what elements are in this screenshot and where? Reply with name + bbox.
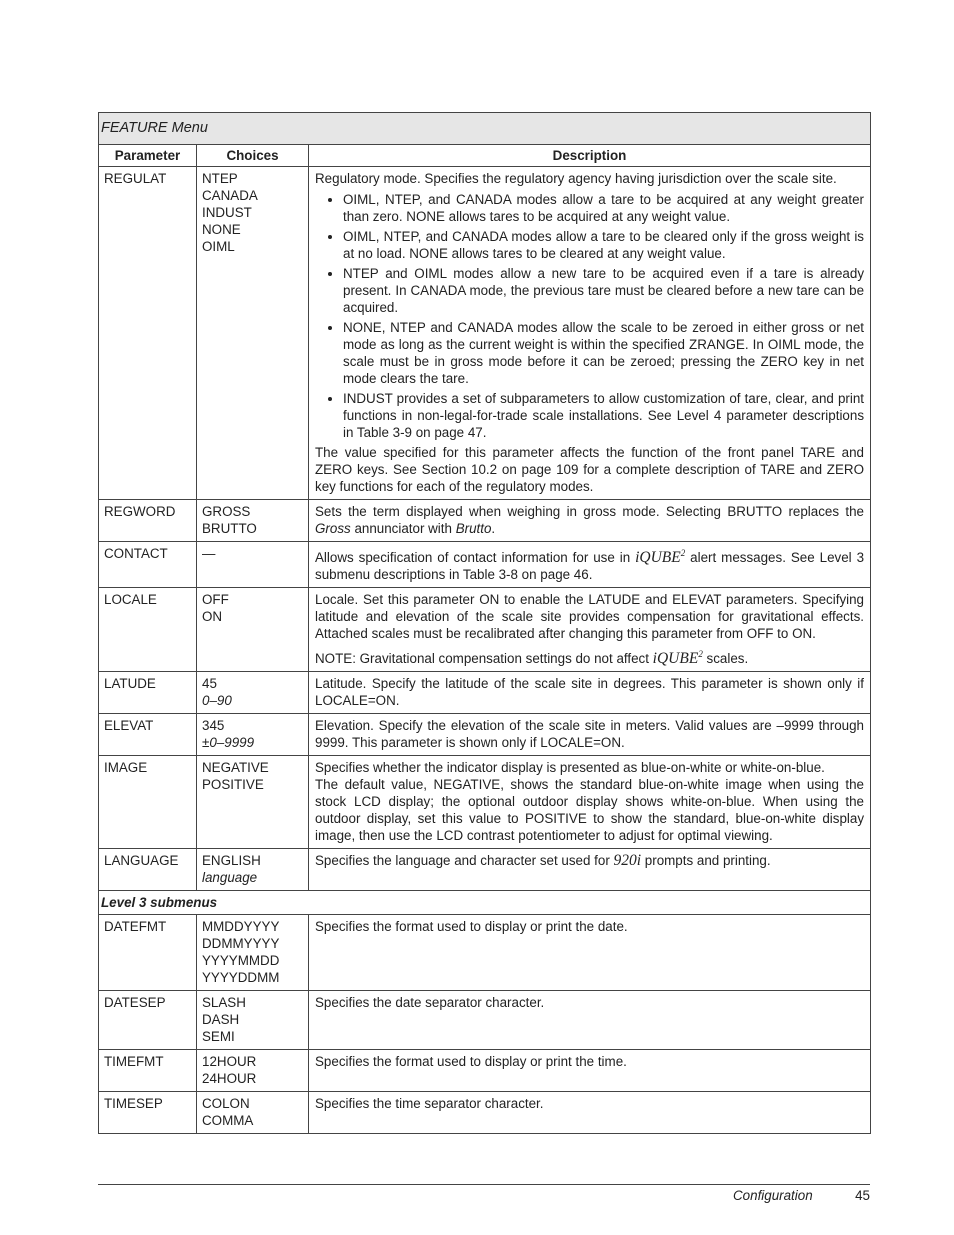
table-row <box>99 672 871 714</box>
choice-value: INDUST <box>202 205 252 220</box>
choices-cell <box>197 167 309 500</box>
product-name: 920i <box>613 852 642 870</box>
choices-cell <box>197 500 309 542</box>
bullet-item: • NONE, NTEP and CANADA modes allow the scale to be zeroed in either gross or net mode as long as the current weight is within the specified ZRANGE. In OIML mode, the scale must be in gross mode before it can be zeroed; pressing the ZERO key in net mode clears the tare. <box>343 319 864 387</box>
choice-value: DASH <box>202 1012 240 1028</box>
description-cell <box>309 500 871 542</box>
param-cell: LATUDE <box>99 672 197 714</box>
choices-cell <box>197 991 309 1050</box>
param-cell: TIMEFMT <box>99 1050 197 1092</box>
param-cell: LANGUAGE <box>99 849 197 891</box>
table-caption: FEATURE Menu <box>99 113 871 145</box>
description-text: Allows specification of contact information for use in <box>315 550 636 566</box>
choice-value: — <box>202 546 216 561</box>
table-row <box>99 542 871 588</box>
table-row <box>99 167 871 500</box>
choices-cell <box>197 849 309 891</box>
table-row <box>99 915 871 991</box>
param-cell: DATESEP <box>99 991 197 1050</box>
description-text: Regulatory mode. Specifies the regulatory agency having jurisdiction over the scale site. <box>315 171 837 186</box>
product-name: iQUBE$^2$ <box>652 649 703 668</box>
section-label: Level 3 submenus <box>99 891 871 915</box>
description-cell <box>309 542 871 588</box>
description-cell: Specifies the format used to display or print the time. <box>309 1050 871 1092</box>
table-row <box>99 714 871 756</box>
note-text: NOTE: Gravitational compensation settings do not affect iQUBE$^2$ scales. <box>315 649 749 668</box>
choice-value: YYYYDDMM <box>202 970 280 986</box>
choice-value: DDMMYYYY <box>202 936 280 952</box>
choice-value: NTEP <box>202 171 238 186</box>
choice-range: language <box>202 870 258 886</box>
param-cell: CONTACT <box>99 542 197 588</box>
section-row <box>99 891 871 915</box>
choice-default: ENGLISH <box>202 853 261 869</box>
description-cell: Elevation. Specify the elevation of the scale site in meters. Valid values are –9999 through 9999. This parameter is shown only if LOCALE=ON. <box>309 714 871 756</box>
choices-cell <box>197 672 309 714</box>
choice-value: COLON <box>202 1096 250 1112</box>
description-text: The default value, NEGATIVE, shows the standard blue-on-white image when using the stock LCD display; the optional outdoor display shows white-on-blue. When using the outdoor display, set this value to POSITIVE to show the standard, blue-on-white display image, then use the LCD contrast potentiometer to adjust for optimal viewing. <box>315 777 865 844</box>
bullet-item: • NTEP and OIML modes allow a new tare to be acquired even if a tare is already present. In CANADA mode, the previous tare must be cleared before a new tare can be acquired. <box>343 265 864 316</box>
description-cell <box>309 756 871 849</box>
choice-value: CANADA <box>202 188 258 203</box>
description-text: Locale. Set this parameter ON to enable the LATUDE and ELEVAT parameters. Specifying latitude and elevation of the scale site provides compensation for gravitational effects. Attached scales must be recalibrated after changing this parameter from OFF to ON. <box>315 592 865 642</box>
param-cell: TIMESEP <box>99 1092 197 1134</box>
description-text: Specifies whether the indicator display is presented as blue-on-white or white-on-blue. <box>315 760 825 776</box>
table-row <box>99 1050 871 1092</box>
header-description: Description <box>309 145 871 167</box>
choice-value: OFF <box>202 592 229 608</box>
table-row <box>99 756 871 849</box>
param-cell: REGWORD <box>99 500 197 542</box>
footer-section-title: Configuration <box>733 1188 813 1203</box>
table-row <box>99 1092 871 1134</box>
choice-value: BRUTTO <box>202 521 257 536</box>
footer-divider <box>98 1184 870 1185</box>
choice-value: 12HOUR <box>202 1054 257 1070</box>
param-cell: IMAGE <box>99 756 197 849</box>
description-text: prompts and printing. <box>641 853 771 869</box>
term-brutto: Brutto <box>455 521 492 536</box>
description-cell <box>309 588 871 672</box>
description-cell <box>309 167 871 500</box>
choice-value: COMMA <box>202 1113 254 1129</box>
feature-menu-table <box>98 112 871 1134</box>
description-text: Sets the term displayed when weighing in gross mode. Selecting BRUTTO replaces the <box>315 504 865 519</box>
description-cell: Specifies the format used to display or print the date. <box>309 915 871 991</box>
description-cell <box>309 849 871 891</box>
param-cell: DATEFMT <box>99 915 197 991</box>
description-text: Specifies the language and character set used for <box>315 853 614 869</box>
bullet-item: • INDUST provides a set of subparameters to allow customization of tare, clear, and print functions in non-legal-for-trade scale installations. See Level 4 parameter descriptions in Table 3-9 on page 47. <box>343 390 864 441</box>
table-row <box>99 588 871 672</box>
choices-cell <box>197 1050 309 1092</box>
choices-cell <box>197 1092 309 1134</box>
choices-cell <box>197 714 309 756</box>
choice-value: NONE <box>202 222 241 237</box>
choice-value: NEGATIVE <box>202 760 269 776</box>
description-text: The value specified for this parameter affects the function of the front panel TARE and ZERO keys. See Section 10.2 on page 109 for a complete description of TARE and ZERO key functions for each of the regulatory modes. <box>315 445 865 494</box>
bullet-item: • OIML, NTEP, and CANADA modes allow a tare to be acquired at any weight greater than zero. NONE allows tares to be acquired at any weight value. <box>343 191 864 225</box>
choice-value: 24HOUR <box>202 1071 257 1087</box>
term-gross: Gross <box>315 521 351 536</box>
choice-default: 345 <box>202 718 225 734</box>
choice-value: GROSS <box>202 504 251 519</box>
choices-cell <box>197 756 309 849</box>
choice-value: SEMI <box>202 1029 235 1045</box>
choice-range: ±0–9999 <box>202 735 255 751</box>
table-caption-row <box>99 113 871 145</box>
param-cell: LOCALE <box>99 588 197 672</box>
param-cell: ELEVAT <box>99 714 197 756</box>
description-text: . <box>491 521 496 536</box>
table-header-row <box>99 145 871 167</box>
page-number: 45 <box>855 1188 870 1203</box>
header-parameter: Parameter <box>99 145 197 167</box>
choice-value: SLASH <box>202 995 246 1011</box>
choices-cell <box>197 588 309 672</box>
header-choices: Choices <box>197 145 309 167</box>
choices-cell <box>197 915 309 991</box>
choice-value: OIML <box>202 239 235 254</box>
choice-value: POSITIVE <box>202 777 264 793</box>
table-row <box>99 849 871 891</box>
table-row <box>99 991 871 1050</box>
choice-range: 0–90 <box>202 693 232 709</box>
description-cell: Latitude. Specify the latitude of the scale site in degrees. This parameter is shown only if LOCALE=ON. <box>309 672 871 714</box>
table-row <box>99 500 871 542</box>
product-name: iQUBE$^2$ <box>635 548 686 567</box>
description-text: annunciator with <box>350 521 456 536</box>
bullet-item: • OIML, NTEP, and CANADA modes allow a tare to be cleared only if the gross weight is at no load. NONE allows tares to be cleared at any weight value. <box>343 228 864 262</box>
choices-cell <box>197 542 309 588</box>
bullet-list <box>315 191 864 441</box>
choice-value: YYYYMMDD <box>202 953 280 969</box>
description-cell: Specifies the date separator character. <box>309 991 871 1050</box>
choice-value: ON <box>202 609 223 625</box>
choice-default: 45 <box>202 676 217 692</box>
description-cell: Specifies the time separator character. <box>309 1092 871 1134</box>
choice-value: MMDDYYYY <box>202 919 280 935</box>
description-text: alert messages. See Level 3 submenu descriptions in Table 3-8 on page 46. <box>315 550 865 583</box>
param-cell: REGULAT <box>99 167 197 500</box>
